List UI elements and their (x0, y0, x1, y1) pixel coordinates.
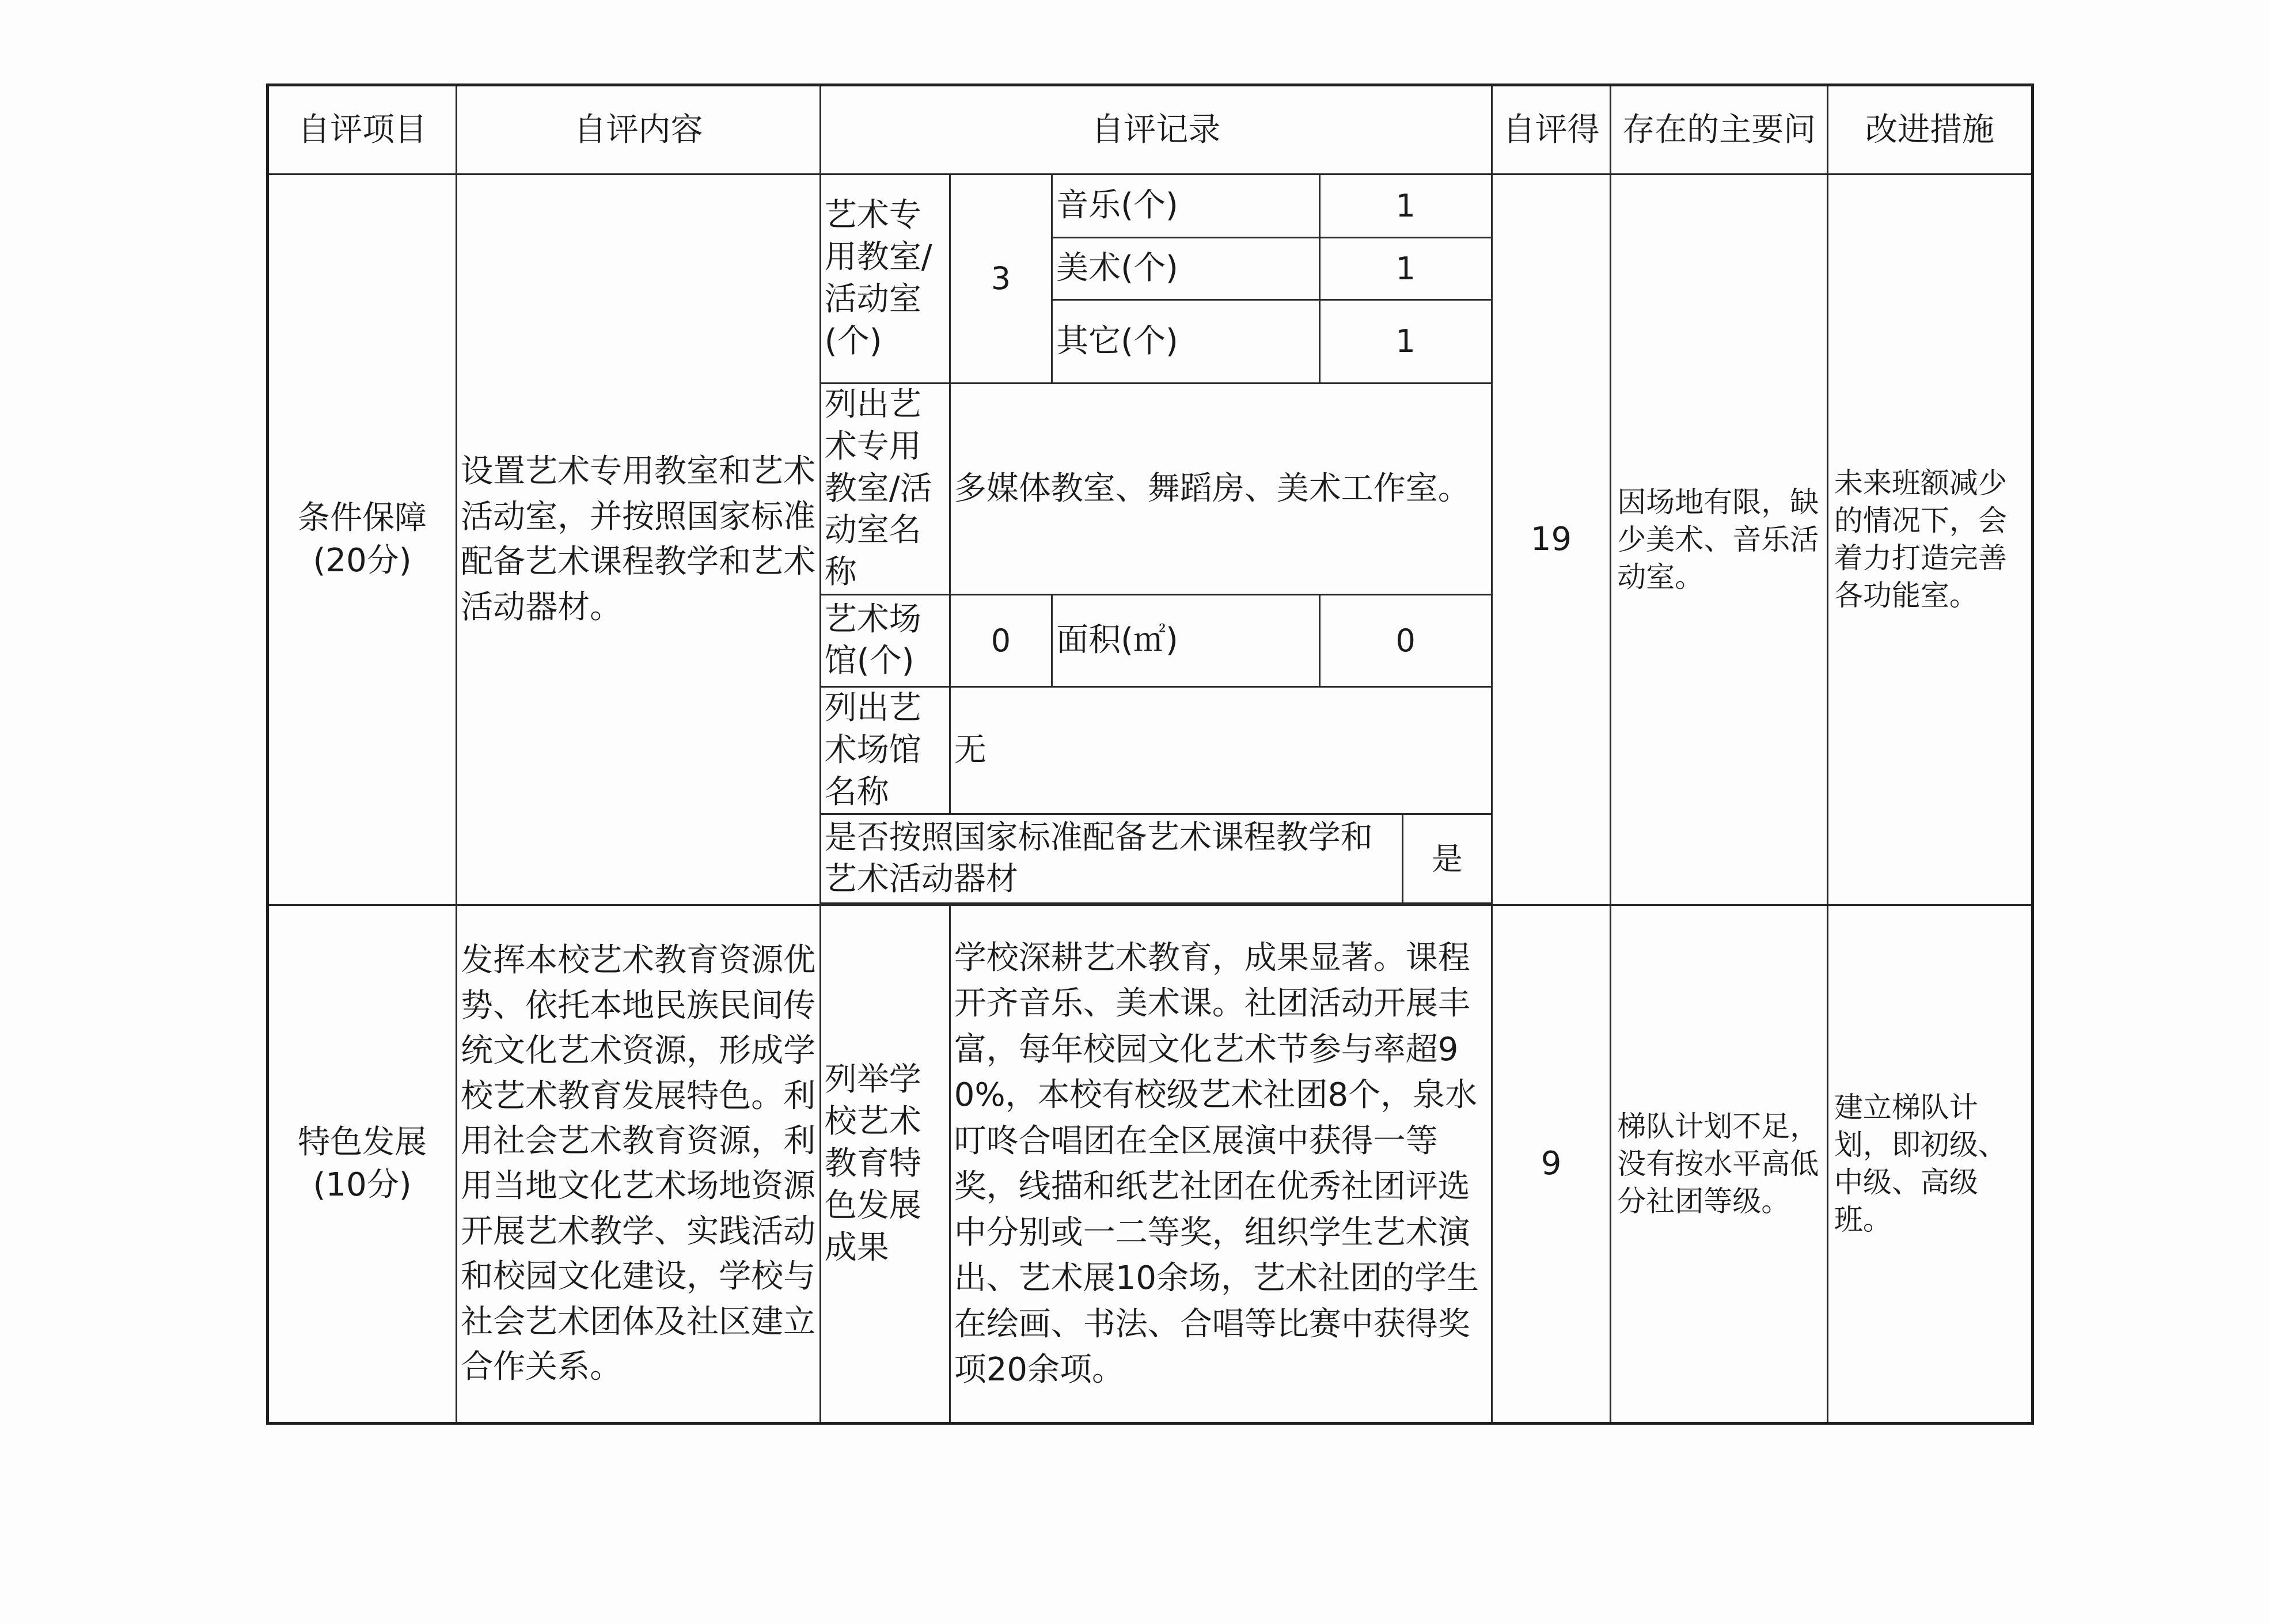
other-value: 1 (1319, 300, 1492, 384)
area-label: 面积(㎡) (1052, 594, 1319, 686)
measures-condition: 未来班额减少的情况下，会着力打造完善各功能室。 (1827, 174, 2032, 905)
music-label: 音乐(个) (1052, 174, 1319, 238)
rooms-total: 3 (950, 174, 1052, 384)
category-feature (268, 905, 457, 1424)
header-content: 自评内容 (457, 85, 821, 174)
category-points: (20分) (313, 542, 412, 580)
venue-count: 0 (950, 594, 1052, 686)
score-condition: 19 (1492, 174, 1610, 905)
category-title: 条件保障 (298, 499, 427, 537)
self-evaluation-table (266, 84, 2034, 1425)
equipment-value: 是 (1403, 814, 1492, 904)
venue-names-label: 列出艺术场馆名称 (820, 686, 950, 814)
header-record: 自评记录 (820, 85, 1492, 174)
feature-record-label: 列举学校艺术教育特色发展成果 (820, 905, 950, 1424)
table-row (268, 905, 2033, 1424)
header-row (268, 85, 2033, 174)
art-label: 美术(个) (1052, 238, 1319, 300)
category-condition (268, 174, 457, 905)
feature-record-value: 学校深耕艺术教育，成果显著。课程开齐音乐、美术课。社团活动开展丰富，每年校园文化艺术节参与率超90%，本校有校级艺术社团8个，泉水叮咚合唱团在全区展演中获得一等奖，线描和纸艺社团在优秀社团评选中分别或一二等奖，组织学生艺术演出、艺术展10余场，艺术社团的学生在绘画、书法、合唱等比赛中获得奖项20余项。 (950, 905, 1492, 1424)
score-feature: 9 (1492, 905, 1610, 1424)
header-problems: 存在的主要问 (1611, 85, 1828, 174)
measures-feature: 建立梯队计划，即初级、中级、高级班。 (1827, 905, 2032, 1424)
content-condition: 设置艺术专用教室和艺术活动室，并按照国家标准配备艺术课程教学和艺术活动器材。 (457, 174, 821, 905)
room-names-value: 多媒体教室、舞蹈房、美术工作室。 (950, 384, 1492, 595)
header-item: 自评项目 (268, 85, 457, 174)
problems-feature: 梯队计划不足，没有按水平高低分社团等级。 (1611, 905, 1828, 1424)
rooms-label: 艺术专用教室/活动室(个) (820, 174, 950, 384)
header-measures: 改进措施 (1827, 85, 2032, 174)
problems-condition: 因场地有限，缺少美术、音乐活动室。 (1611, 174, 1828, 905)
other-label: 其它(个) (1052, 300, 1319, 384)
art-value: 1 (1319, 238, 1492, 300)
venue-names-value: 无 (950, 686, 1492, 814)
content-feature: 发挥本校艺术教育资源优势、依托本地民族民间传统文化艺术资源，形成学校艺术教育发展特色。利用社会艺术教育资源，利用当地文化艺术场地资源开展艺术教学、实践活动和校园文化建设，学校与社会艺术团体及社区建立合作关系。 (457, 905, 821, 1424)
equipment-label: 是否按照国家标准配备艺术课程教学和艺术活动器材 (820, 814, 1402, 904)
table-row (268, 174, 2033, 238)
category-points: (10分) (313, 1166, 412, 1204)
category-title: 特色发展 (298, 1124, 427, 1162)
venue-label: 艺术场馆(个) (820, 594, 950, 686)
music-value: 1 (1319, 174, 1492, 238)
area-value: 0 (1319, 594, 1492, 686)
room-names-label: 列出艺术专用教室/活动室名称 (820, 384, 950, 595)
header-score: 自评得 (1492, 85, 1610, 174)
